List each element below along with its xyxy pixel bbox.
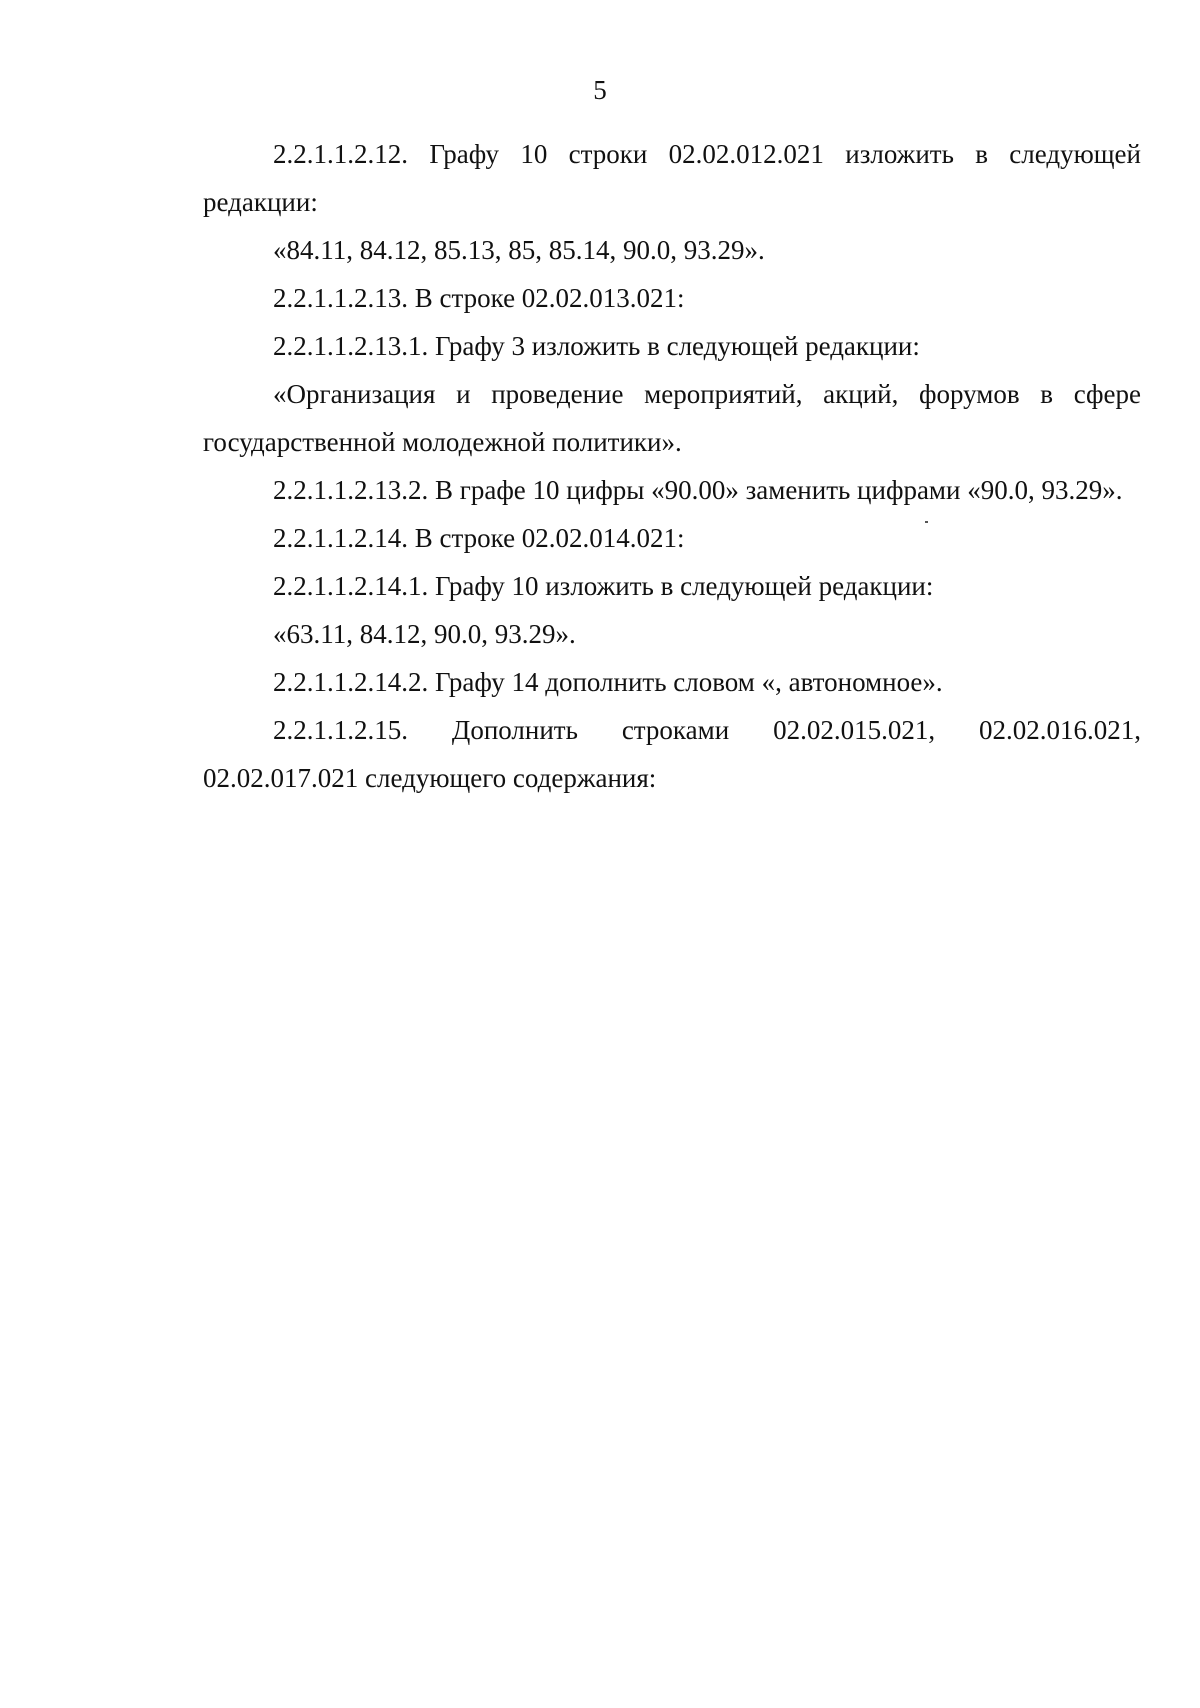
paragraph-2-2-1-1-2-13: 2.2.1.1.2.13. В строке 02.02.013.021: xyxy=(273,283,685,313)
paragraph-2-2-1-1-2-12: 2.2.1.1.2.12. Графу 10 строки 02.02.012.021 изложить в следующей редакции: xyxy=(203,139,1141,217)
paragraph-2-2-1-1-2-14: 2.2.1.1.2.14. В строке 02.02.014.021: xyxy=(273,523,685,553)
document-body xyxy=(203,130,1141,802)
paragraph-2-2-1-1-2-13-2: 2.2.1.1.2.13.2. В графе 10 цифры «90.00» заменить цифрами «90.0, 93.29». xyxy=(273,475,1123,505)
page-number: 5 xyxy=(593,75,607,105)
paragraph-codes-02-02-012: «84.11, 84.12, 85.13, 85, 85.14, 90.0, 93.29». xyxy=(273,235,765,265)
paragraph-2-2-1-1-2-15: 2.2.1.1.2.15. Дополнить строками 02.02.015.021, 02.02.016.021, 02.02.017.021 следующего содержания: xyxy=(203,715,1141,793)
scan-speck xyxy=(925,521,928,523)
paragraph-column-3-text: «Организация и проведение мероприятий, акций, форумов в сфере государственной молодежной политики». xyxy=(203,379,1141,457)
paragraph-2-2-1-1-2-14-2: 2.2.1.1.2.14.2. Графу 14 дополнить словом «, автономное». xyxy=(273,667,943,697)
paragraph-codes-02-02-014: «63.11, 84.12, 90.0, 93.29». xyxy=(273,619,576,649)
paragraph-2-2-1-1-2-13-1: 2.2.1.1.2.13.1. Графу 3 изложить в следующей редакции: xyxy=(273,331,920,361)
paragraph-2-2-1-1-2-14-1: 2.2.1.1.2.14.1. Графу 10 изложить в следующей редакции: xyxy=(273,571,934,601)
